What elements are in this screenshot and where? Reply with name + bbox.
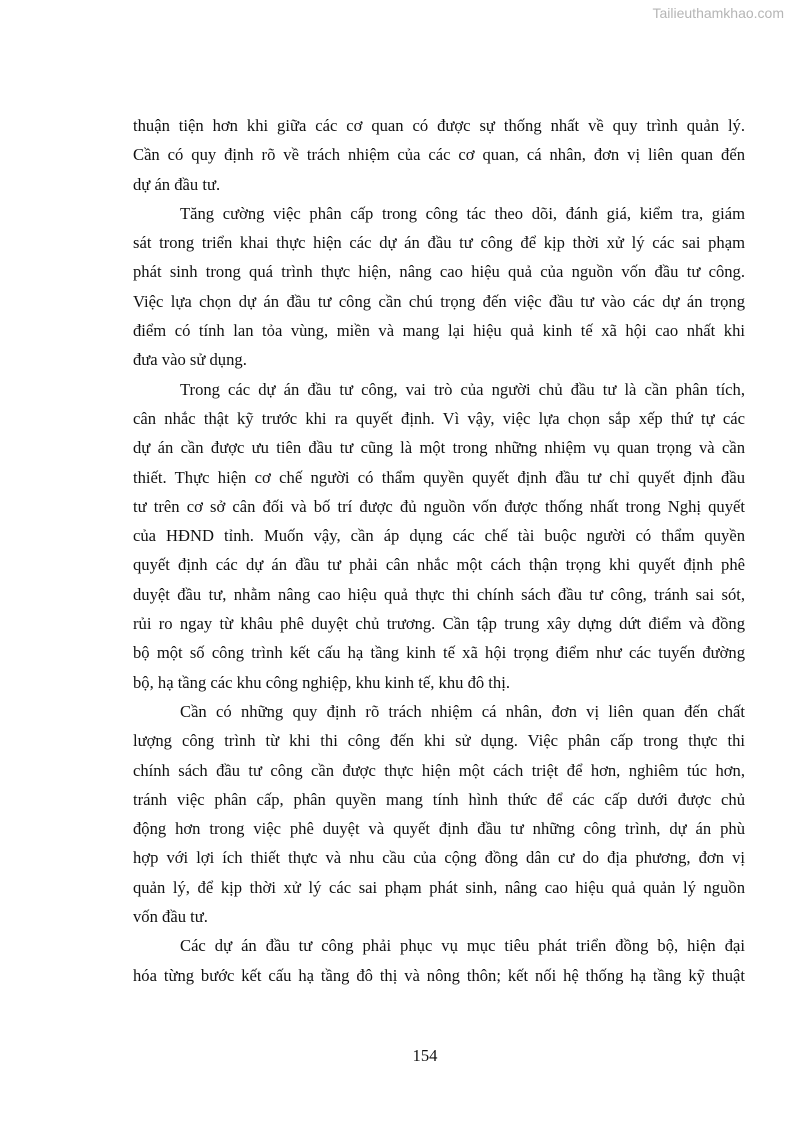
text-line: Việc lựa chọn dự án đầu tư công cần chú trọng đến việc đầu tư vào các dự án trọng (133, 291, 745, 311)
text-line: tư trên cơ sở cân đối và bố trí được đủ nguồn vốn được thống nhất trong Nghị quyết (133, 496, 745, 516)
text-line: động hơn trong việc phê duyệt và quyết định đầu tư những công trình, dự án phù (133, 819, 745, 839)
text-line: vốn đầu tư. (133, 907, 208, 927)
text-line: chính sách đầu tư công cần được thực hiện một cách triệt để hơn, nghiêm túc hơn, (133, 760, 745, 780)
text-line: bộ một số công trình kết cấu hạ tầng kinh tế xã hội trọng điểm như các tuyến đường (133, 643, 745, 663)
text-line: Cần có quy định rõ về trách nhiệm của các cơ quan, cá nhân, đơn vị liên quan đến (133, 145, 745, 165)
text-line: Trong các dự án đầu tư công, vai trò của người chủ đầu tư là cần phân tích, (180, 379, 745, 399)
paragraph (133, 931, 745, 990)
text-line: Các dự án đầu tư công phải phục vụ mục tiêu phát triển đồng bộ, hiện đại (180, 936, 745, 956)
paragraph (133, 199, 745, 375)
text-line: lượng công trình từ khi thi công đến khi sử dụng. Việc phân cấp trong thực thi (133, 731, 745, 751)
text-line: tránh việc phân cấp, phân quyền mang tính hình thức để các cấp dưới được chủ (133, 789, 745, 809)
watermark: Tailieuthamkhao.com (652, 5, 784, 21)
text-line: Cần có những quy định rõ trách nhiệm cá nhân, đơn vị liên quan đến chất (180, 701, 745, 721)
paragraph (133, 697, 745, 931)
text-line: hóa từng bước kết cấu hạ tầng đô thị và nông thôn; kết nối hệ thống hạ tầng kỹ thuật (133, 965, 745, 985)
text-line: quản lý, để kịp thời xử lý các sai phạm phát sinh, nâng cao hiệu quả quản lý nguồn (133, 877, 745, 897)
text-line: rủi ro ngay từ khâu phê duyệt chủ trương. Cần tập trung xây dựng dứt điểm và đồng (133, 614, 745, 634)
document-body (133, 111, 745, 990)
page-number: 154 (412, 1046, 438, 1065)
text-line: sát trong triển khai thực hiện các dự án đầu tư công để kịp thời xử lý các sai phạm (133, 233, 745, 253)
text-line: đưa vào sử dụng. (133, 350, 247, 370)
text-line: thuận tiện hơn khi giữa các cơ quan có được sự thống nhất về quy trình quản lý. (133, 116, 745, 135)
text-line: duyệt đầu tư, nhằm nâng cao hiệu quả thực thi chính sách đầu tư công, tránh sai sót, (133, 584, 745, 604)
text-line: thiết. Thực hiện cơ chế người có thẩm quyền quyết định đầu tư chỉ quyết định đầu (133, 467, 745, 487)
paragraph (133, 375, 745, 697)
text-line: hợp với lợi ích thiết thực và nhu cầu của cộng đồng dân cư do địa phương, đơn vị (133, 848, 745, 868)
text-line: quyết định các dự án đầu tư phải cân nhắc một cách thận trọng khi quyết định phê (133, 555, 745, 575)
paragraph (133, 111, 745, 199)
text-line: điểm có tính lan tỏa vùng, miền và mang lại hiệu quả kinh tế xã hội cao nhất khi (133, 321, 745, 341)
text-line: phát sinh trong quá trình thực hiện, nâng cao hiệu quả của nguồn vốn đầu tư công. (133, 262, 745, 282)
text-line: bộ, hạ tầng các khu công nghiệp, khu kinh tế, khu đô thị. (133, 672, 510, 692)
text-line: cân nhắc thật kỹ trước khi ra quyết định. Vì vậy, việc lựa chọn sắp xếp thứ tự các (133, 408, 745, 428)
text-line: Tăng cường việc phân cấp trong công tác theo dõi, đánh giá, kiểm tra, giám (180, 203, 745, 223)
text-line: của HĐND tỉnh. Muốn vậy, cần áp dụng các chế tài buộc người có thẩm quyền (133, 526, 745, 546)
text-line: dự án đầu tư. (133, 174, 221, 194)
text-line: dự án cần được ưu tiên đầu tư cũng là một trong những nhiệm vụ quan trọng và cần (133, 438, 745, 458)
